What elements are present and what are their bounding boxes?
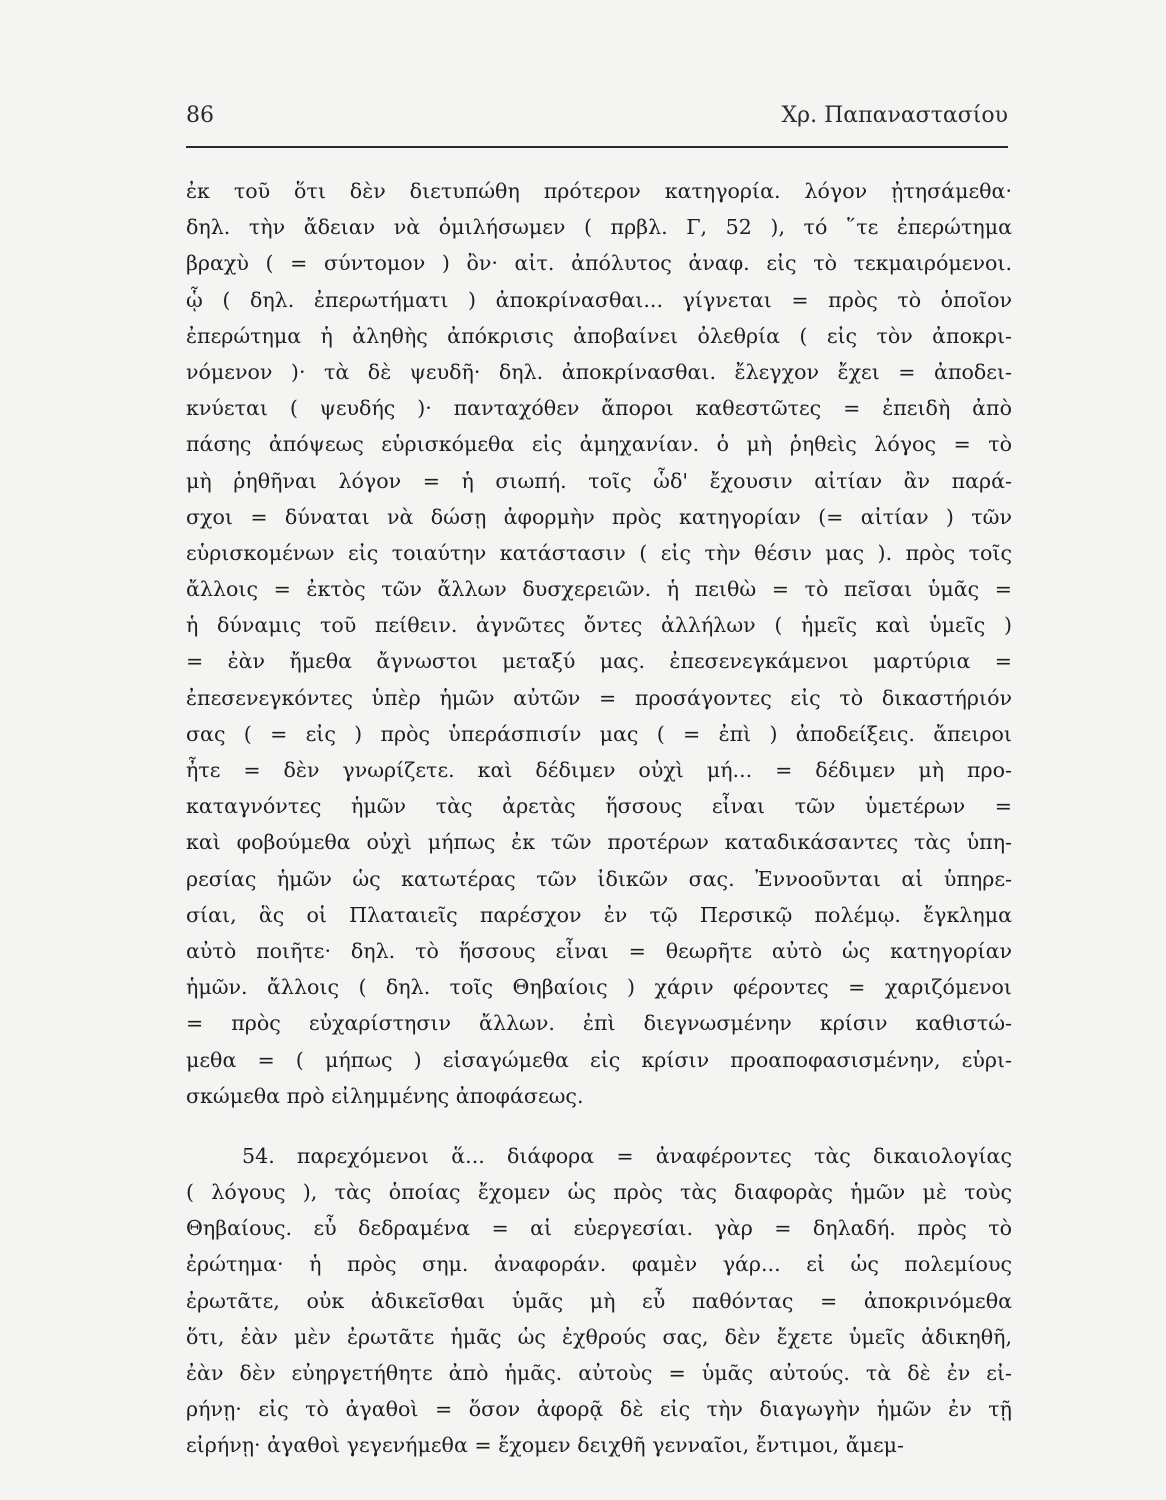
header-rule: [186, 146, 1008, 148]
text-line: εὑρισκομένων εἰς τοιαύτην κατάστασιν ( εἰς τὴν θέσιν μας ). πρὸς τοῖς: [186, 540, 1012, 565]
text-line: μεθα = ( μήπως ) εἰσαγώμεθα εἰς κρίσιν προαποφασισμένην, εὑρι-: [186, 1047, 1012, 1072]
text-line: ἐπερώτημα ἡ ἀληθὴς ἀπόκρισις ἀποβαίνει ὀλεθρία ( εἰς τὸν ἀποκρι-: [186, 323, 1012, 348]
text-line: ρήνῃ· εἰς τὸ ἀγαθοὶ = ὅσον ἀφορᾷ δὲ εἰς τὴν διαγωγὴν ἡμῶν ἐν τῇ: [186, 1397, 1012, 1422]
text-line: κνύεται ( ψευδής )· πανταχόθεν ἄποροι καθεστῶτες = ἐπειδὴ ἀπὸ: [186, 396, 1012, 421]
text-line: ἄλλοις = ἐκτὸς τῶν ἄλλων δυσχερειῶν. ἡ πειθὼ = τὸ πεῖσαι ὑμᾶς =: [186, 577, 1012, 602]
text-line: ἦτε = δὲν γνωρίζετε. καὶ δέδιμεν οὐχὶ μή... = δέδιμεν μὴ προ-: [186, 758, 1012, 782]
text-line: πάσης ἀπόψεως εὑρισκόμεθα εἰς ἀμηχανίαν. ὁ μὴ ῥηθεὶς λόγος = τὸ: [186, 432, 1012, 457]
text-line: ἡ δύναμις τοῦ πείθειν. ἀγνῶτες ὄντες ἀλλήλων ( ἡμεῖς καὶ ὑμεῖς ): [186, 613, 1012, 638]
text-line: Θηβαίους. εὖ δεδραμένα = αἱ εὐεργεσίαι. γὰρ = δηλαδή. πρὸς τὸ: [186, 1216, 1012, 1241]
text-line: ἐπεσενεγκόντες ὑπὲρ ἡμῶν αὐτῶν = προσάγοντες εἰς τὸ δικαστήριόν: [186, 685, 1012, 710]
text-line: ἐρωτᾶτε, οὐκ ἀδικεῖσθαι ὑμᾶς μὴ εὖ παθόντας = ἀποκρινόμεθα: [186, 1288, 1012, 1313]
paragraph-gap: [186, 1114, 1012, 1138]
running-head: Χρ. Παπαναστασίου: [781, 103, 1008, 128]
text-line: σίαι, ἃς οἱ Πλαταιεῖς παρέσχον ἐν τῷ Περσικῷ πολέμῳ. ἔγκλημα: [186, 902, 1012, 927]
text-line: βραχὺ ( = σύντομον ) ὂν· αἰτ. ἀπόλυτος ἀναφ. εἰς τὸ τεκμαιρόμενοι.: [186, 251, 1012, 276]
text-line: καταγνόντες ἡμῶν τὰς ἀρετὰς ἥσσους εἶναι τῶν ὑμετέρων =: [186, 794, 1012, 819]
text-line: ἐρώτημα· ἡ πρὸς σημ. ἀναφοράν. φαμὲν γάρ... εἰ ὡς πολεμίους: [186, 1252, 1012, 1277]
text-line: σας ( = εἰς ) πρὸς ὑπεράσπισίν μας ( = ἐπὶ ) ἀποδείξεις. ἄπειροι: [186, 721, 1012, 746]
page-number: 86: [186, 103, 214, 128]
text-line: αὐτὸ ποιῆτε· δηλ. τὸ ἥσσους εἶναι = θεωρῆτε αὐτὸ ὡς κατηγορίαν: [186, 938, 1012, 963]
text-line: ἐὰν δὲν εὐηργετήθητε ἀπὸ ἡμᾶς. αὐτοὺς = ὑμᾶς αὐτούς. τὰ δὲ ἐν εἰ-: [186, 1361, 1012, 1385]
text-line: σκώμεθα πρὸ εἰλημμένης ἀποφάσεως.: [186, 1083, 584, 1108]
text-line: μὴ ῥηθῆναι λόγον = ἡ σιωπή. τοῖς ὧδ' ἔχουσιν αἰτίαν ἂν παρά-: [186, 468, 1012, 493]
paragraph-commentary-54: [186, 1138, 1012, 1464]
text-line: = ἐὰν ἤμεθα ἄγνωστοι μεταξύ μας. ἐπεσενεγκάμενοι μαρτύρια =: [186, 649, 1012, 674]
text-line: 54. παρεχόμενοι ἅ... διάφορα = ἀναφέροντες τὰς δικαιολογίας: [242, 1143, 1012, 1168]
text-line: ᾧ ( δηλ. ἐπερωτήματι ) ἀποκρίνασθαι... γίγνεται = πρὸς τὸ ὁποῖον: [186, 287, 1012, 312]
text-line: δηλ. τὴν ἄδειαν νὰ ὁμιλήσωμεν ( πρβλ. Γ, 52 ), τό ῞τε ἐπερώτημα: [186, 215, 1012, 240]
text-line: σχοι = δύναται νὰ δώσῃ ἀφορμὴν πρὸς κατηγορίαν (= αἰτίαν ) τῶν: [186, 504, 1012, 529]
text-line: εἰρήνῃ· ἀγαθοὶ γεγενήμεθα = ἔχομεν δειχθῆ γενναῖοι, ἔντιμοι, ἄμεμ-: [186, 1433, 904, 1458]
text-line: ἐκ τοῦ ὅτι δὲν διετυπώθη πρότερον κατηγορία. λόγον ᾐτησάμεθα·: [186, 179, 1012, 203]
text-line: καὶ φοβούμεθα οὐχὶ μήπως ἐκ τῶν προτέρων καταδικάσαντες τὰς ὑπη-: [186, 830, 1012, 855]
body-text: [186, 173, 1012, 1464]
text-line: ρεσίας ἡμῶν ὡς κατωτέρας τῶν ἰδικῶν σας. Ἐννοοῦνται αἱ ὑπηρε-: [186, 866, 1012, 891]
text-line: ( λόγους ), τὰς ὁποίας ἔχομεν ὡς πρὸς τὰς διαφορὰς ἡμῶν μὲ τοὺς: [186, 1180, 1012, 1205]
text-line: ἡμῶν. ἄλλοις ( δηλ. τοῖς Θηβαίοις ) χάριν φέροντες = χαριζόμενοι: [186, 975, 1012, 1000]
text-line: ὅτι, ἐὰν μὲν ἐρωτᾶτε ἡμᾶς ὡς ἐχθρούς σας, δὲν ἔχετε ὑμεῖς ἀδικηθῆ,: [186, 1324, 1012, 1349]
text-line: = πρὸς εὐχαρίστησιν ἄλλων. ἐπὶ διεγνωσμένην κρίσιν καθιστώ-: [186, 1011, 1012, 1036]
text-line: νόμενον )· τὰ δὲ ψευδῆ· δηλ. ἀποκρίνασθαι. ἔλεγχον ἔχει = ἀποδει-: [186, 359, 1012, 384]
paragraph-commentary-53: [186, 173, 1012, 1114]
